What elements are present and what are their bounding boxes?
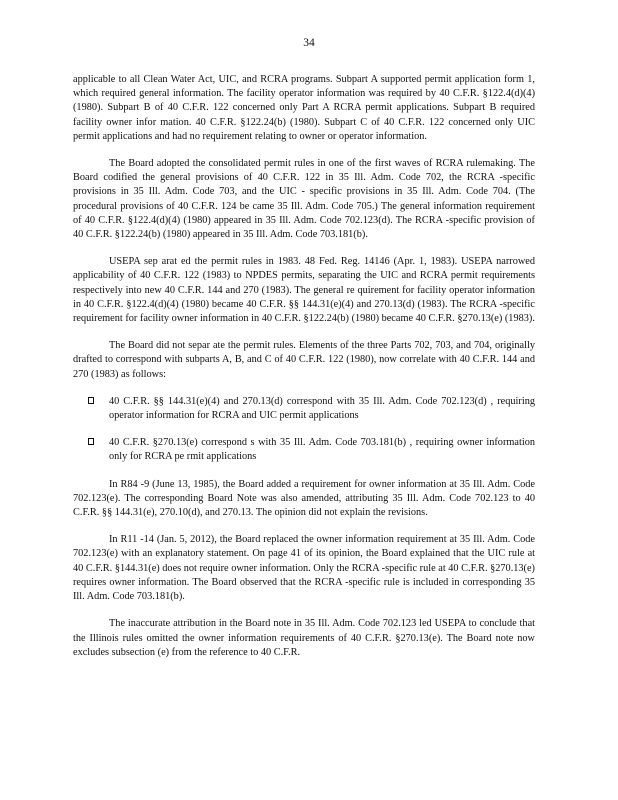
- paragraph-subpart-summary: applicable to all Clean Water Act, UIC, and RCRA programs. Subpart A supported permit application form 1, which required general information. The facility operator information was required by 40 C.F.R. §122.4(d)(4) (1980). Subpart B of 40 C.F.R. 122 concerned only Part A RCRA permit applications. Subpart B required facility owner infor mation. 40 C.F.R. §122.24(b) (1980). Subpart C of 40 C.F.R. 122 concerned only UIC permit applications and had no requirement relating to owner or operator information.: [73, 74, 535, 142]
- correlation-list: [73, 395, 535, 465]
- list-item: [73, 436, 535, 464]
- square-bullet-icon: [88, 438, 94, 445]
- list-item: [73, 395, 535, 423]
- paragraph-r11-14: In R11 -14 (Jan. 5, 2012), the Board replaced the owner information requirement at 35 Ill. Adm. Code 702.123(e) with an explanatory statement. On page 41 of its opinion, the Board explained that the UIC rule at 40 C.F.R. §144.31(e) does not require owner information. Only the RCRA -specific rule at 40 C.F.R. §270.13(e) requires owner information. The Board observed that the RCRA -specific rule is included in corresponding 35 Ill. Adm. Code 703.181(b).: [73, 534, 535, 603]
- list-item-text: 40 C.F.R. §§ 144.31(e)(4) and 270.13(d) correspond with 35 Ill. Adm. Code 702.123(d) , requiring operator information for RCRA and UIC permit applications: [109, 395, 535, 422]
- paragraph-usepa-separation: USEPA sep arat ed the permit rules in 1983. 48 Fed. Reg. 14146 (Apr. 1, 1983). USEPA narrowed applicability of 40 C.F.R. 122 (1983) to NPDES permits, separating the UIC and RCRA permit requirements respectively into new 40 C.F.R. 144 and 270 (1983). The general re quirement for facility operator information in 40 C.F.R. §122.4(d)(4) (1980) became 40 C.F.R. §§ 144.31(e)(4) and 270.13(d) (1983). The RCRA -specific requirement for facility owner information in 40 C.F.R. §122.24(b) (1980) became 40 C.F.R. §270.13(e) (1983).: [73, 256, 535, 325]
- list-item-text: 40 C.F.R. §270.13(e) correspond s with 35 Ill. Adm. Code 703.181(b) , requiring owner information only for RCRA pe rmit applications: [109, 437, 535, 463]
- document-body: [73, 73, 535, 673]
- paragraph-board-adoption: The Board adopted the consolidated permit rules in one of the first waves of RCRA rulemaking. The Board codified the general provisions of 40 C.F.R. 122 in 35 Ill. Adm. Code 702, the RCRA -specific provisions in 35 Ill. Adm. Code 703, and the UIC - specific provisions in 35 Ill. Adm. Code 704. (The procedural provisions of 40 C.F.R. 124 be came 35 Ill. Adm. Code 705.) The general information requirement of 40 C.F.R. §122.4(d)(4) (1980) appeared in 35 Ill. Adm. Code 702.123(d). The RCRA -specific provision of 40 C.F.R. §122.24(b) (1980) appeared in 35 Ill. Adm. Code 703.181(b).: [73, 158, 535, 241]
- square-bullet-icon: [88, 397, 94, 404]
- paragraph-correlation-intro: The Board did not separ ate the permit rules. Elements of the three Parts 702, 703, and 704, originally drafted to correspond with subparts A, B, and C of 40 C.F.R. 122 (1980), now correlate with 40 C.F.R. 144 and 270 (1983) as follows:: [73, 340, 535, 380]
- paragraph-inaccurate-attribution: The inaccurate attribution in the Board note in 35 Ill. Adm. Code 702.123 led USEPA to conclude that the Illinois rules omitted the owner information requirements of 40 C.F.R. §270.13(e). The Board note now excludes subsection (e) from the reference to 40 C.F.R.: [73, 618, 535, 658]
- page-number: 34: [303, 37, 315, 49]
- paragraph-r84-9: In R84 -9 (June 13, 1985), the Board added a requirement for owner information at 35 Ill. Adm. Code 702.123(e). The corresponding Board Note was also amended, attributing 35 Ill. Adm. Code 702.123 to 40 C.F.R. §§ 144.31(e), 270.10(d), and 270.13. The opinion did not explain the revisions.: [73, 478, 535, 519]
